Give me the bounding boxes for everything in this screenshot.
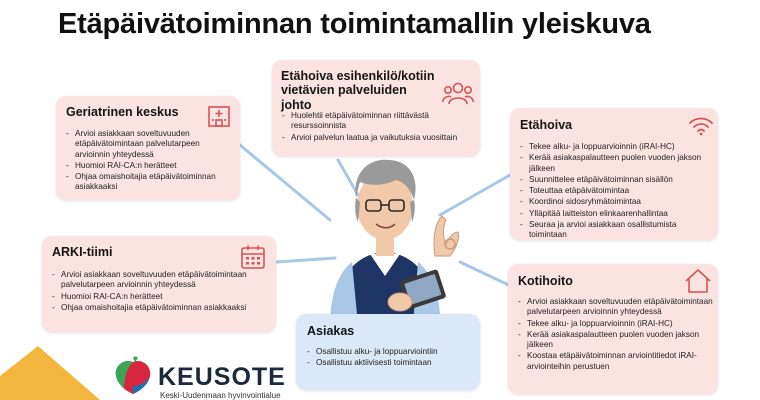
list-item: - Tekee alku- ja loppuarvioinnin (iRAI-HC): [517, 319, 713, 329]
footer-decoration: [0, 340, 120, 400]
list-item: - Suunnittelee etäpäivätoiminnan sisällön: [519, 175, 713, 185]
wifi-icon: [688, 116, 714, 141]
list-item: - Ohjaa omaishoitajia etäpäivätoiminnan asiakkaaksi: [51, 303, 273, 313]
card-leadership-title: Etähoiva esihenkilö/kotiin vietävien palveluiden johto: [281, 69, 435, 112]
card-geriatric-title: Geriatrinen keskus: [66, 105, 179, 119]
list-item: - Arvioi asiakkaan soveltuvuuden etäpäivätoimintaan palvelutarpeen arvioinnin yhteydessä: [51, 270, 273, 291]
page-title: Etäpäivätoiminnan toimintamallin yleiskuva: [58, 8, 651, 40]
list-item: - Osallistuu alku- ja loppuarviointiin: [306, 347, 476, 357]
card-arki-list: [51, 270, 273, 314]
card-arki: [42, 236, 276, 332]
card-kotihoito-title: Kotihoito: [518, 274, 573, 288]
list-item: - Huomioi RAI-CA:n herätteet: [65, 161, 235, 171]
house-icon: [684, 268, 712, 299]
list-item: - Ohjaa omaishoitajia etäpäivätoiminnan asiakkaaksi: [65, 172, 235, 193]
card-etahoiva-title: Etähoiva: [520, 118, 573, 132]
card-asiakas-list: [306, 347, 476, 370]
card-arki-title: ARKI-tiimi: [52, 245, 113, 259]
list-item: - Arvioi palvelun laatua ja vaikutuksia vuosittain: [281, 133, 473, 143]
list-item: - Huolehtii etäpäivätoiminnan riittävästä resurssoinnista: [281, 111, 473, 132]
list-item: - Kerää asiakaspalautteen puolen vuoden jakson jälkeen: [517, 330, 713, 351]
card-kotihoito: [508, 264, 718, 394]
card-geriatric-list: [65, 129, 235, 194]
keusote-logo-icon: [112, 356, 154, 396]
people-icon: [442, 80, 474, 111]
list-item: - Arvioi asiakkaan soveltuvuuden etäpäivätoimintaan palvelutarpeen arvioinnin yhteydessä: [65, 129, 235, 160]
list-item: - Arvioi asiakkaan soveltuvuuden etäpäivätoimintaan palvelutarpeen arvioinnin yhteydessä: [517, 297, 713, 318]
list-item: - Koostaa etäpäivätoiminnan arviointitiedot iRAI-arviointeihin perustuen: [517, 351, 713, 372]
card-asiakas-title: Asiakas: [307, 324, 355, 338]
list-item: - Seuraa ja arvioi asiakkaan osallistumista toimintaan: [519, 220, 713, 241]
list-item: - Ylläpitää laitteiston elinkaarenhallintaa: [519, 209, 713, 219]
list-item: - Osallistuu aktiivisesti toimintaan: [306, 358, 476, 368]
list-item: - Tekee alku- ja loppuarvioinnin (iRAI-HC): [519, 142, 713, 152]
card-geriatric: [56, 96, 240, 200]
card-etahoiva: [510, 108, 718, 240]
list-item: - Huomioi RAI-CA:n herätteet: [51, 292, 273, 302]
card-etahoiva-list: [519, 142, 713, 241]
list-item: - Kerää asiakaspalautteen puolen vuoden jakson jälkeen: [519, 153, 713, 174]
logo-subtitle: Keski-Uudenmaan hyvinvointialue: [160, 391, 281, 400]
list-item: - Koordinoi sidosryhmätoimintaa: [519, 197, 713, 207]
logo-wordmark: KEUSOTE: [158, 363, 286, 391]
card-asiakas: [296, 314, 480, 390]
list-item: - Toteuttaa etäpäivätoimintaa: [519, 186, 713, 196]
card-kotihoito-list: [517, 297, 713, 373]
